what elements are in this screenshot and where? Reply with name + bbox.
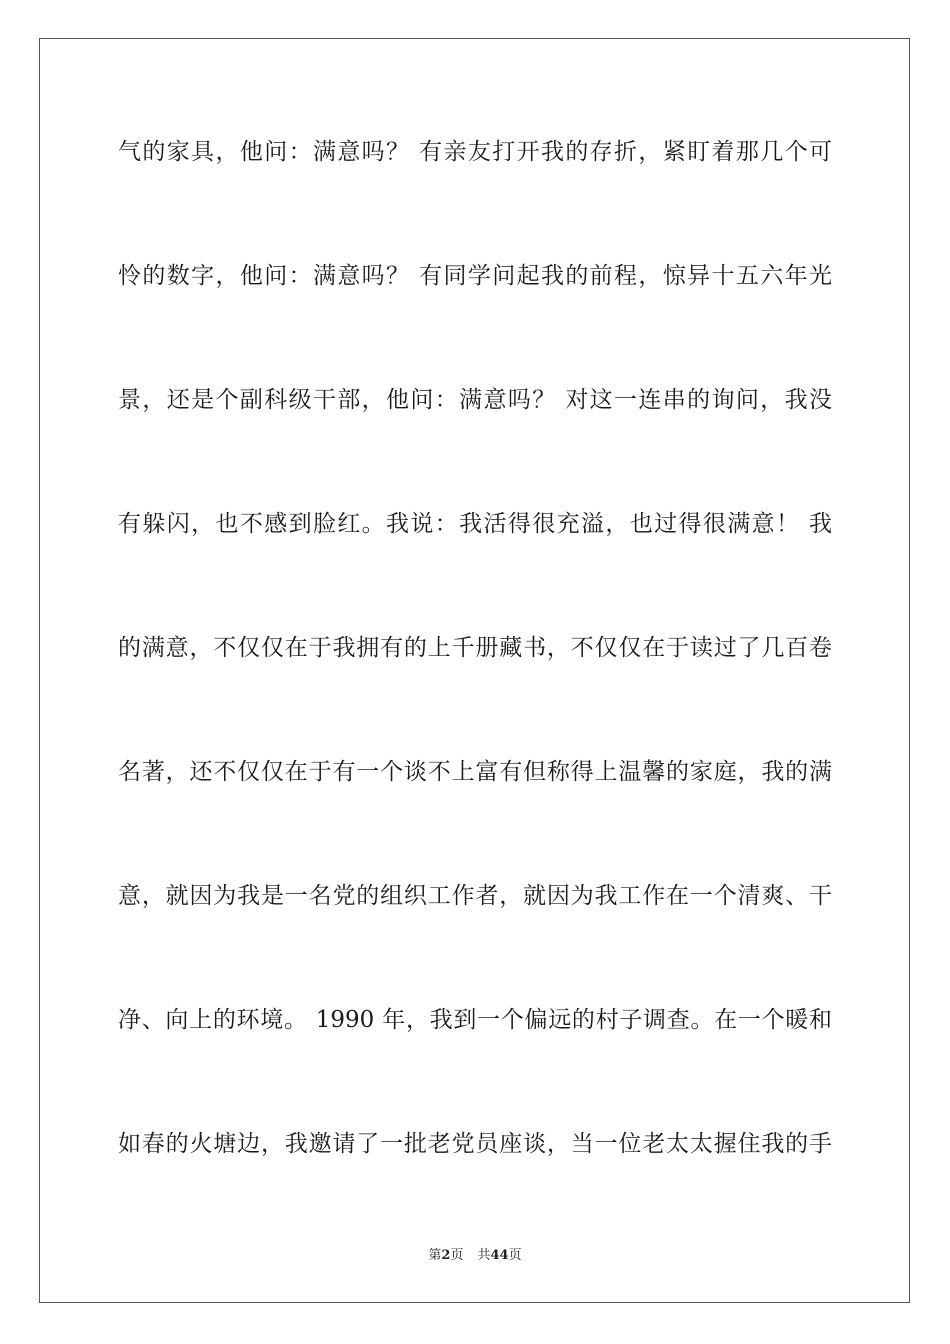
text-line-1: 气的家具，他问：满意吗？ 有亲友打开我的存折，紧盯着那几个可 [118, 139, 832, 165]
text-line-3: 景，还是个副科级干部，他问：满意吗？ 对这一连串的询问，我没 [118, 387, 832, 413]
total-suffix: 页 [508, 1248, 522, 1263]
document-body [118, 130, 832, 1246]
text-line-7: 意，就因为我是一名党的组织工作者，就因为我工作在一个清爽、干 [118, 883, 832, 909]
text-line-4: 有躲闪，也不感到脸红。我说：我活得很充溢，也过得很满意！ 我 [118, 511, 832, 537]
page-prefix: 第 [428, 1248, 442, 1263]
page-footer [0, 1246, 950, 1266]
text-line-5: 的满意，不仅仅在于我拥有的上千册藏书，不仅仅在于读过了几百卷 [118, 635, 832, 661]
total-prefix: 共 [477, 1248, 491, 1263]
page-number: 2 [441, 1248, 451, 1263]
page-suffix: 页 [450, 1248, 464, 1263]
total-pages: 44 [490, 1248, 509, 1263]
text-line-2: 怜的数字，他问：满意吗？ 有同学问起我的前程，惊异十五六年光 [118, 263, 832, 289]
text-line-6: 名著，还不仅仅在于有一个谈不上富有但称得上温馨的家庭，我的满 [118, 759, 832, 785]
text-line-8: 净、向上的环境。 1990 年，我到一个偏远的村子调查。在一个暖和 [118, 1007, 832, 1033]
text-line-9: 如春的火塘边，我邀请了一批老党员座谈，当一位老太太握住我的手 [118, 1131, 832, 1157]
